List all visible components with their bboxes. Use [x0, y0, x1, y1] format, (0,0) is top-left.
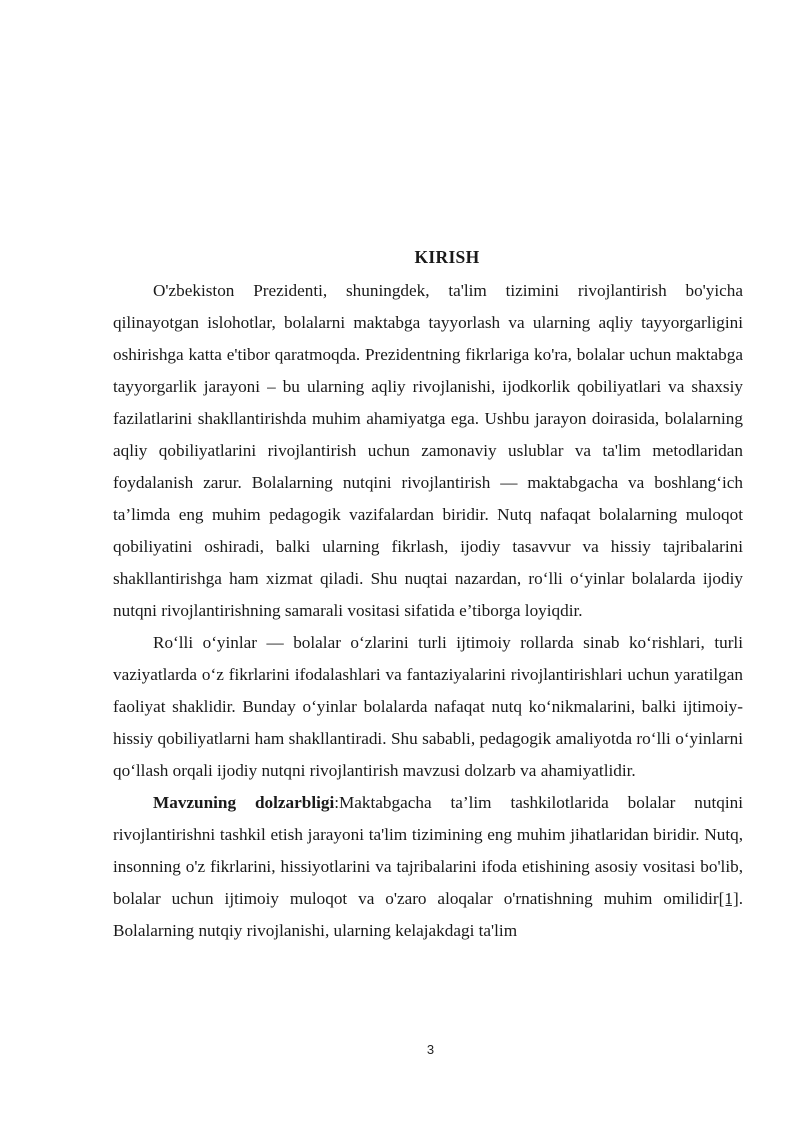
reference-link[interactable]: [1] — [718, 889, 739, 908]
page-number: 3 — [426, 1042, 435, 1057]
paragraph-role-games: Ro‘lli o‘yinlar — bolalar o‘zlarini turli ijtimoiy rollarda sinab ko‘rishlari, turli vaziyatlarda o‘z fikrlarini ifodalashlari va fantaziyalarini rivojlantirishlari uchun yaratilgan faoliyat shaklidir. Bunday o‘yinlar bolalarda nafaqat nutq ko‘nikmalarini, balki ijtimoiy-hissiy qobiliyatlarni ham shakllantiradi. Shu sababli, pedagogik amaliyotda ro‘lli o‘yinlarni qo‘llash orqali ijodiy nutqni rivojlantirish mavzusi dolzarb va ahamiyatlidir. — [113, 633, 743, 780]
relevance-lead: Mavzuning dolzarbligi — [153, 793, 335, 812]
relevance-text: :Maktabgacha ta’lim tashkilotlarida bolalar nutqini rivojlantirishni tashkil etish jarayoni ta'lim tizimining eng muhim jihatlaridan biridir. Nutq, insonning o'z fikrlarini, hissiyotlarini va tajribalarini ifoda etishining asosiy vositasi bo'lib, bolalar uchun ijtimoiy muloqot va o'zaro aloqalar o'rnatishning muhim omilidir — [113, 793, 743, 908]
body-text — [113, 275, 743, 947]
paragraph-relevance — [113, 787, 743, 947]
relevance-tail: . Bolalarning nutqiy rivojlanishi, ularning kelajakdagi ta'lim — [113, 889, 743, 940]
section-heading: KIRISH — [414, 247, 480, 267]
paragraph-intro: O'zbekiston Prezidenti, shuningdek, ta'lim tizimini rivojlantirish bo'yicha qilinayotgan islohotlar, bolalarni maktabga tayyorlash va ularning aqliy tayyorgarligini oshirishga katta e'tibor qaratmoqda. Prezidentning fikrlariga ko'ra, bolalar uchun maktabga tayyorgarlik jarayoni – bu ularning aqliy rivojlanishi, ijodkorlik qobiliyatlari va shaxsiy fazilatlarini shakllantirishda muhim ahamiyatga ega. Ushbu jarayon doirasida, bolalarning aqliy qobiliyatlarini rivojlantirish uchun zamonaviy uslublar va ta'lim metodlaridan foydalanish zarur. Bolalarning nutqini rivojlantirish — maktabgacha va boshlang‘ich ta’limda eng muhim pedagogik vazifalardan biridir. Nutq nafaqat bolalarning muloqot qobiliyatini oshiradi, balki ularning fikrlash, ijodiy tasavvur va hissiy tajribalarini shakllantirishga ham xizmat qiladi. Shu nuqtai nazardan, ro‘lli o‘yinlar bolalarda ijodiy nutqni rivojlantirishning samarali vositasi sifatida e’tiborga loyiqdir. — [113, 281, 743, 620]
document-page — [113, 0, 743, 1131]
